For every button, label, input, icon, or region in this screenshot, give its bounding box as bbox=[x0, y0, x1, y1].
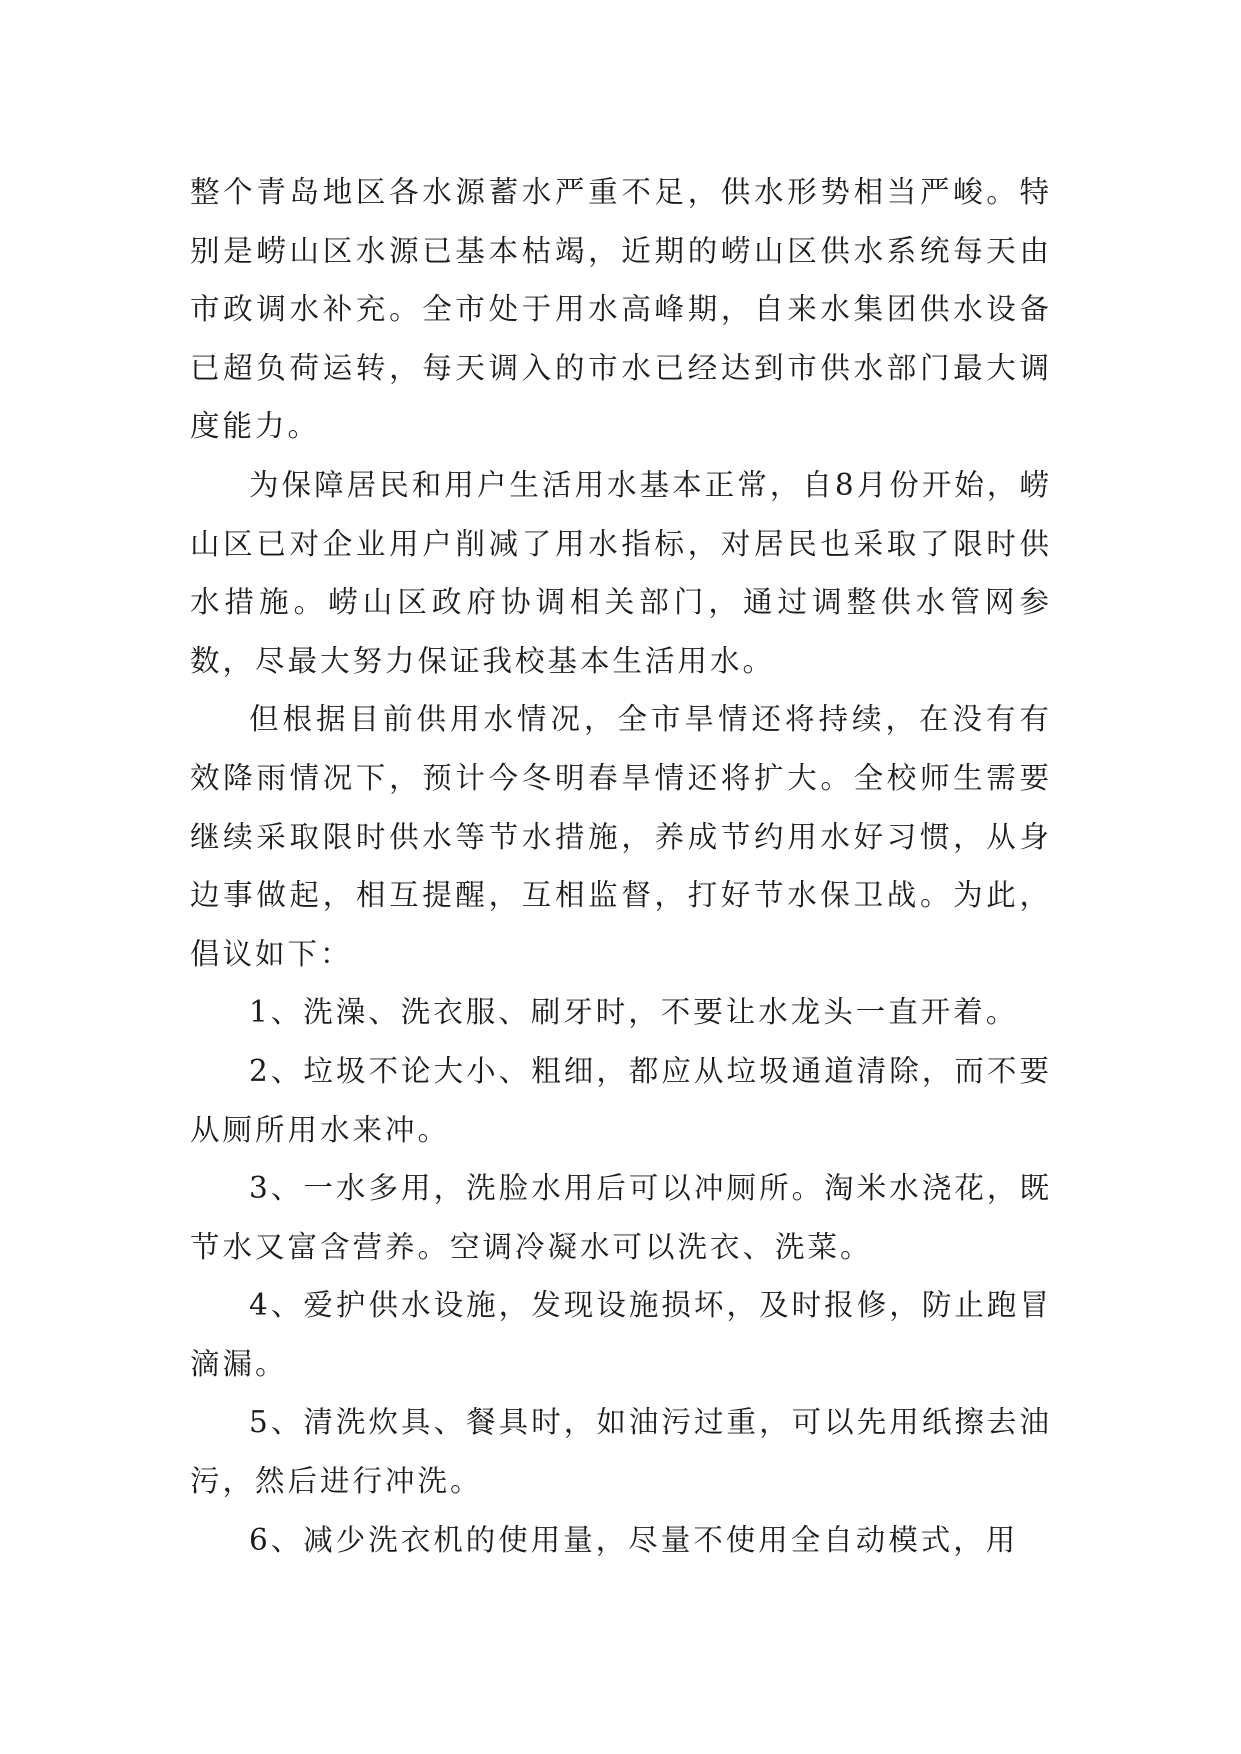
paragraph-supply-measures: 为保障居民和用户生活用水基本正常，自8月份开始，崂山区已对企业用户削减了用水指标，对居民也采取了限时供水措施。崂山区政府协调相关部门，通过调整供水管网参数，尽最大努力保证我校基本生活用水。 bbox=[190, 467, 1052, 678]
list-item-2: 2、垃圾不论大小、粗细，都应从垃圾通道清除，而不要从厕所用水来冲。 bbox=[190, 1053, 1052, 1147]
list-item-6: 6、减少洗衣机的使用量，尽量不使用全自动模式，用 bbox=[249, 1522, 1019, 1557]
list-item-5: 5、清洗炊具、餐具时，如油污过重，可以先用纸擦去油污，然后进行冲洗。 bbox=[190, 1405, 1052, 1499]
paragraph-drought-outlook: 但根据目前供用水情况，全市旱情还将持续，在没有有效降雨情况下，预计今冬明春旱情还将扩大。全校师生需要继续采取限时供水等节水措施，养成节约用水好习惯，从身边事做起，相互提醒，互相监督，打好节水保卫战。为此，倡议如下： bbox=[190, 702, 1052, 971]
paragraph-water-shortage: 整个青岛地区各水源蓄水严重不足，供水形势相当严峻。特别是崂山区水源已基本枯竭，近期的崂山区供水系统每天由市政调水补充。全市处于用水高峰期，自来水集团供水设备已超负荷运转，每天调入的市水已经达到市供水部门最大调度能力。 bbox=[190, 175, 1052, 444]
document-body bbox=[190, 163, 1052, 1569]
list-item-1: 1、洗澡、洗衣服、刷牙时，不要让水龙头一直开着。 bbox=[249, 995, 1019, 1030]
list-item-3: 3、一水多用，洗脸水用后可以冲厕所。淘米水浇花，既节水又富含营养。空调冷凝水可以洗衣、洗菜。 bbox=[190, 1171, 1052, 1264]
list-item-4: 4、爱护供水设施，发现设施损坏，及时报修，防止跑冒滴漏。 bbox=[190, 1288, 1052, 1381]
